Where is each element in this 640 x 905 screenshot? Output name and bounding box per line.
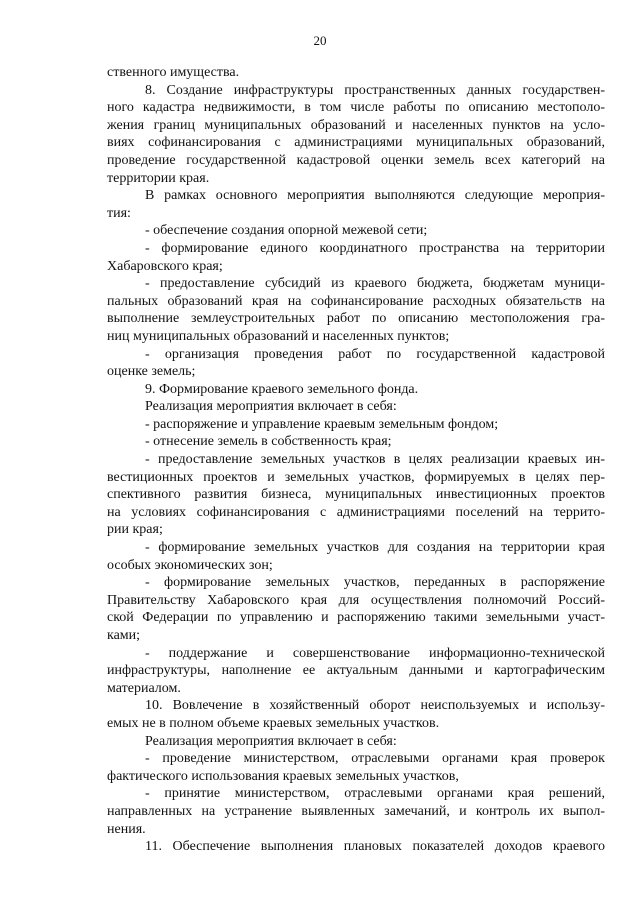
text-line: тия: <box>107 205 131 221</box>
text-line: - проведение министерством, отраслевыми органами края проверок <box>145 751 605 767</box>
text-line: 10. Вовлечение в хозяйственный оборот неиспользуемых и использу- <box>145 698 605 714</box>
text-line: 11. Обеспечение выполнения плановых показателей доходов краевого <box>145 839 605 855</box>
text-line: вестиционных проектов и земельных участков, формируемых в целях пер- <box>107 469 605 485</box>
text-line: выполнение землеустроительных работ по описанию местоположения гра- <box>107 311 605 327</box>
text-line: особых экономических зон; <box>107 557 273 573</box>
page-number: 20 <box>313 33 327 48</box>
text-line: ской Федерации по управлению и распоряжению такими земельными участ- <box>107 610 605 626</box>
text-line: жения границ муниципальных образований и населенных пунктов на усло- <box>107 117 605 133</box>
text-line: направленных на устранение выявленных замечаний, и контроль их выпол- <box>107 803 605 819</box>
text-line: на условиях софинансирования с администрациями поселений на террито- <box>107 504 605 520</box>
text-line: - принятие министерством, отраслевыми органами края решений, <box>145 786 605 802</box>
text-line: территории края. <box>107 170 210 186</box>
text-line: ками; <box>107 628 141 643</box>
text-line: - формирование земельных участков, переданных в распоряжение <box>145 575 605 591</box>
text-line: ственного имущества. <box>107 65 240 80</box>
text-line: емых не в полном объеме краевых земельных участков. <box>107 715 440 731</box>
text-line: - формирование единого координатного пространства на территории <box>145 240 605 256</box>
text-line: рии края; <box>107 522 163 538</box>
text-line: Правительству Хабаровского края для осуществления полномочий Россий- <box>107 592 605 608</box>
text-line: фактического использования краевых земельных участков, <box>107 768 459 784</box>
text-line: виях софинансирования с администрациями муниципальных образований, <box>107 135 605 151</box>
body-text <box>107 64 605 856</box>
text-line: - формирование земельных участков для создания на территории края <box>145 540 605 556</box>
text-line: 9. Формирование краевого земельного фонда. <box>145 381 419 397</box>
text-line: ного кадастра недвижимости, в том числе работы по описанию местополо- <box>107 100 605 116</box>
text-line: проведение государственной кадастровой оценки земель всех категорий на <box>107 152 605 168</box>
text-line: материалом. <box>107 680 181 696</box>
text-line: пальных образований края на софинансирование расходных обязательств на <box>107 293 605 309</box>
text-line: - обеспечение создания опорной межевой сети; <box>145 223 428 239</box>
text-line: инфраструктуры, наполнение ее актуальным данными и картографическим <box>107 663 605 679</box>
text-line: 8. Создание инфраструктуры пространственных данных государствен- <box>145 82 605 98</box>
text-line: Хабаровского края; <box>107 258 223 274</box>
text-line: оценке земель; <box>107 364 196 380</box>
text-line: - предоставление субсидий из краевого бюджета, бюджетам муници- <box>145 276 605 292</box>
text-line: Реализация мероприятия включает в себя: <box>145 399 397 415</box>
text-line: - отнесение земель в собственность края; <box>145 434 392 450</box>
text-line: спективного развития бизнеса, муниципальных инвестиционных проектов <box>107 487 605 503</box>
text-line: Реализация мероприятия включает в себя: <box>145 733 397 749</box>
text-line: - предоставление земельных участков в целях реализации краевых ин- <box>145 452 605 468</box>
text-line: нения. <box>107 821 146 837</box>
text-line: - распоряжение и управление краевым земельным фондом; <box>145 416 499 432</box>
text-line: - организация проведения работ по государственной кадастровой <box>145 346 605 362</box>
text-line: - поддержание и совершенствование информационно-технической <box>145 645 605 661</box>
text-line: В рамках основного мероприятия выполняются следующие мероприя- <box>145 188 605 204</box>
text-line: ниц муниципальных образований и населенных пунктов; <box>107 328 450 344</box>
